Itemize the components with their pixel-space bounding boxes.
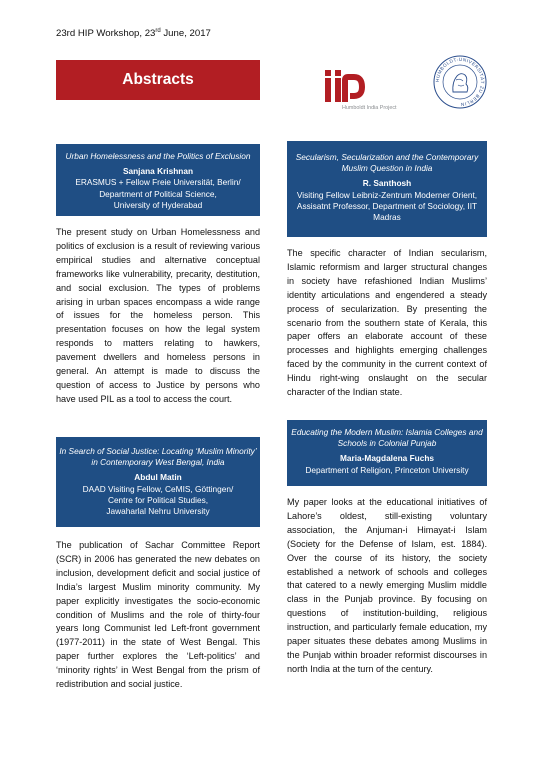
abstract-title: Schools in Colonial Punjab — [337, 438, 437, 449]
abstract-title: In Search of Social Justice: Locating ‘Muslim Minority’ — [59, 446, 257, 456]
abstract-affiliation: Jawaharlal Nehru University — [106, 506, 210, 517]
abstract-affiliation: Visiting Fellow Leibniz-Zentrum Moderner Orient, — [296, 189, 478, 200]
abstract-body-krishnan: The present study on Urban Homelessness and politics of exclusion is a result of reviewing various empirical studies and alternative conceptual frameworks like vulnerability, precarity, destitution, and social exclusion. The types of problems arising in urban spaces encompass a wide range of issues for the homeless person. This presentation focuses on how the legal system responds to matters relating to hawkers, pavement dwellers and homeless persons in general. An attempt is made to discuss the question of access to Justice by persons who have used PIL as a tool to access the court. — [56, 227, 260, 404]
abstract-card-matin — [56, 437, 260, 527]
workshop-header — [56, 28, 211, 39]
svg-text:HUMBOLDT-UNIVERSITÄT ZU BERLIN: HUMBOLDT-UNIVERSITÄT ZU BERLIN — [434, 56, 486, 108]
abstract-card-krishnan — [56, 144, 260, 216]
abstract-author: Sanjana Krishnan — [122, 166, 194, 177]
abstract-title: in Contemporary West Bengal, India — [91, 457, 225, 468]
abstract-affiliation: Centre for Political Studies, — [107, 494, 209, 505]
iip-tagline: Humboldt India Project — [342, 105, 397, 111]
abstract-body-matin: The publication of Sachar Committee Report (SCR) in 2006 has generated the new debates on inclusion, development deficit and social justice of India’s largest Muslim minority community. My paper explicitly investigates the socio-economic condition of Muslims and the role of thirty-four years long Communist led Left-front government (1977-2011) in the state of West Bengal. This paper further explores the ‘Left-politics’ and ‘minority rights’ in West Bengal from the prism of redistribution and social justice. — [56, 540, 260, 690]
abstract-author: Maria-Magdalena Fuchs — [339, 453, 435, 464]
abstract-title: Educating the Modern Muslim: Islamia Colleges and — [291, 427, 483, 437]
iip-logo — [318, 68, 426, 118]
abstract-body-fuchs: My paper looks at the educational initiatives of Lahore’s oldest, still-existing voluntary association, the Anjuman-i Himayat-i Islam (Society for the Defense of Islam, est. 1884). Over the course of its history, the society established a network of schools and colleges that catered to a newly emerging Muslim middle class in the Punjab province. By focusing on questions of institution-building, religious instruction, and particularly female education, my paper situates these debates among Muslims in the Punjab within broader reformist discourses in north India at the turn of the century. — [287, 497, 487, 674]
abstract-affiliation: Department of Religion, Princeton University — [305, 464, 469, 475]
abstract-affiliation: Assisatnt Professor, Department of Sociology, IIT — [296, 200, 478, 211]
abstract-title: Muslim Question in India — [341, 163, 433, 174]
humboldt-seal-icon — [432, 54, 488, 110]
abstract-affiliation: Madras — [373, 212, 401, 223]
abstract-author: Abdul Matin — [134, 472, 182, 483]
abstract-author: R. Santhosh — [362, 178, 412, 189]
header-text-end: June, 2017 — [160, 28, 211, 39]
abstract-title: Secularism, Secularization and the Contemporary — [295, 152, 479, 162]
abstract-card-fuchs — [287, 420, 487, 486]
page-title: Abstracts — [56, 60, 260, 100]
abstract-affiliation: ERASMUS + Fellow Freie Universität, Berlin/ — [75, 177, 241, 188]
abstract-body-santhosh: The specific character of Indian secularism, Islamic reformism and larger structural changes in society have refashioned Indian Muslims’ identity articulations and engendered a steady process of secularization. By presenting the scenario from the southern state of Kerala, this paper offers an elaborate account of these processes and highlights emerging challenges faced by the community in the current context of Hindu right-wing onslaught on the secular character of the Indian state. — [287, 248, 487, 398]
abstract-affiliation: DAAD Visiting Fellow, CeMIS, Göttingen/ — [82, 483, 234, 494]
abstract-affiliation: University of Hyderabad — [113, 199, 203, 210]
header-text: 23rd HIP Workshop, 23 — [56, 28, 156, 39]
humboldt-seal — [432, 54, 488, 110]
abstract-affiliation: Department of Political Science, — [99, 188, 217, 199]
abstract-title: Urban Homelessness and the Politics of Exclusion — [65, 151, 251, 161]
abstract-card-santhosh — [287, 141, 487, 237]
header-superscript: rd — [155, 28, 161, 34]
